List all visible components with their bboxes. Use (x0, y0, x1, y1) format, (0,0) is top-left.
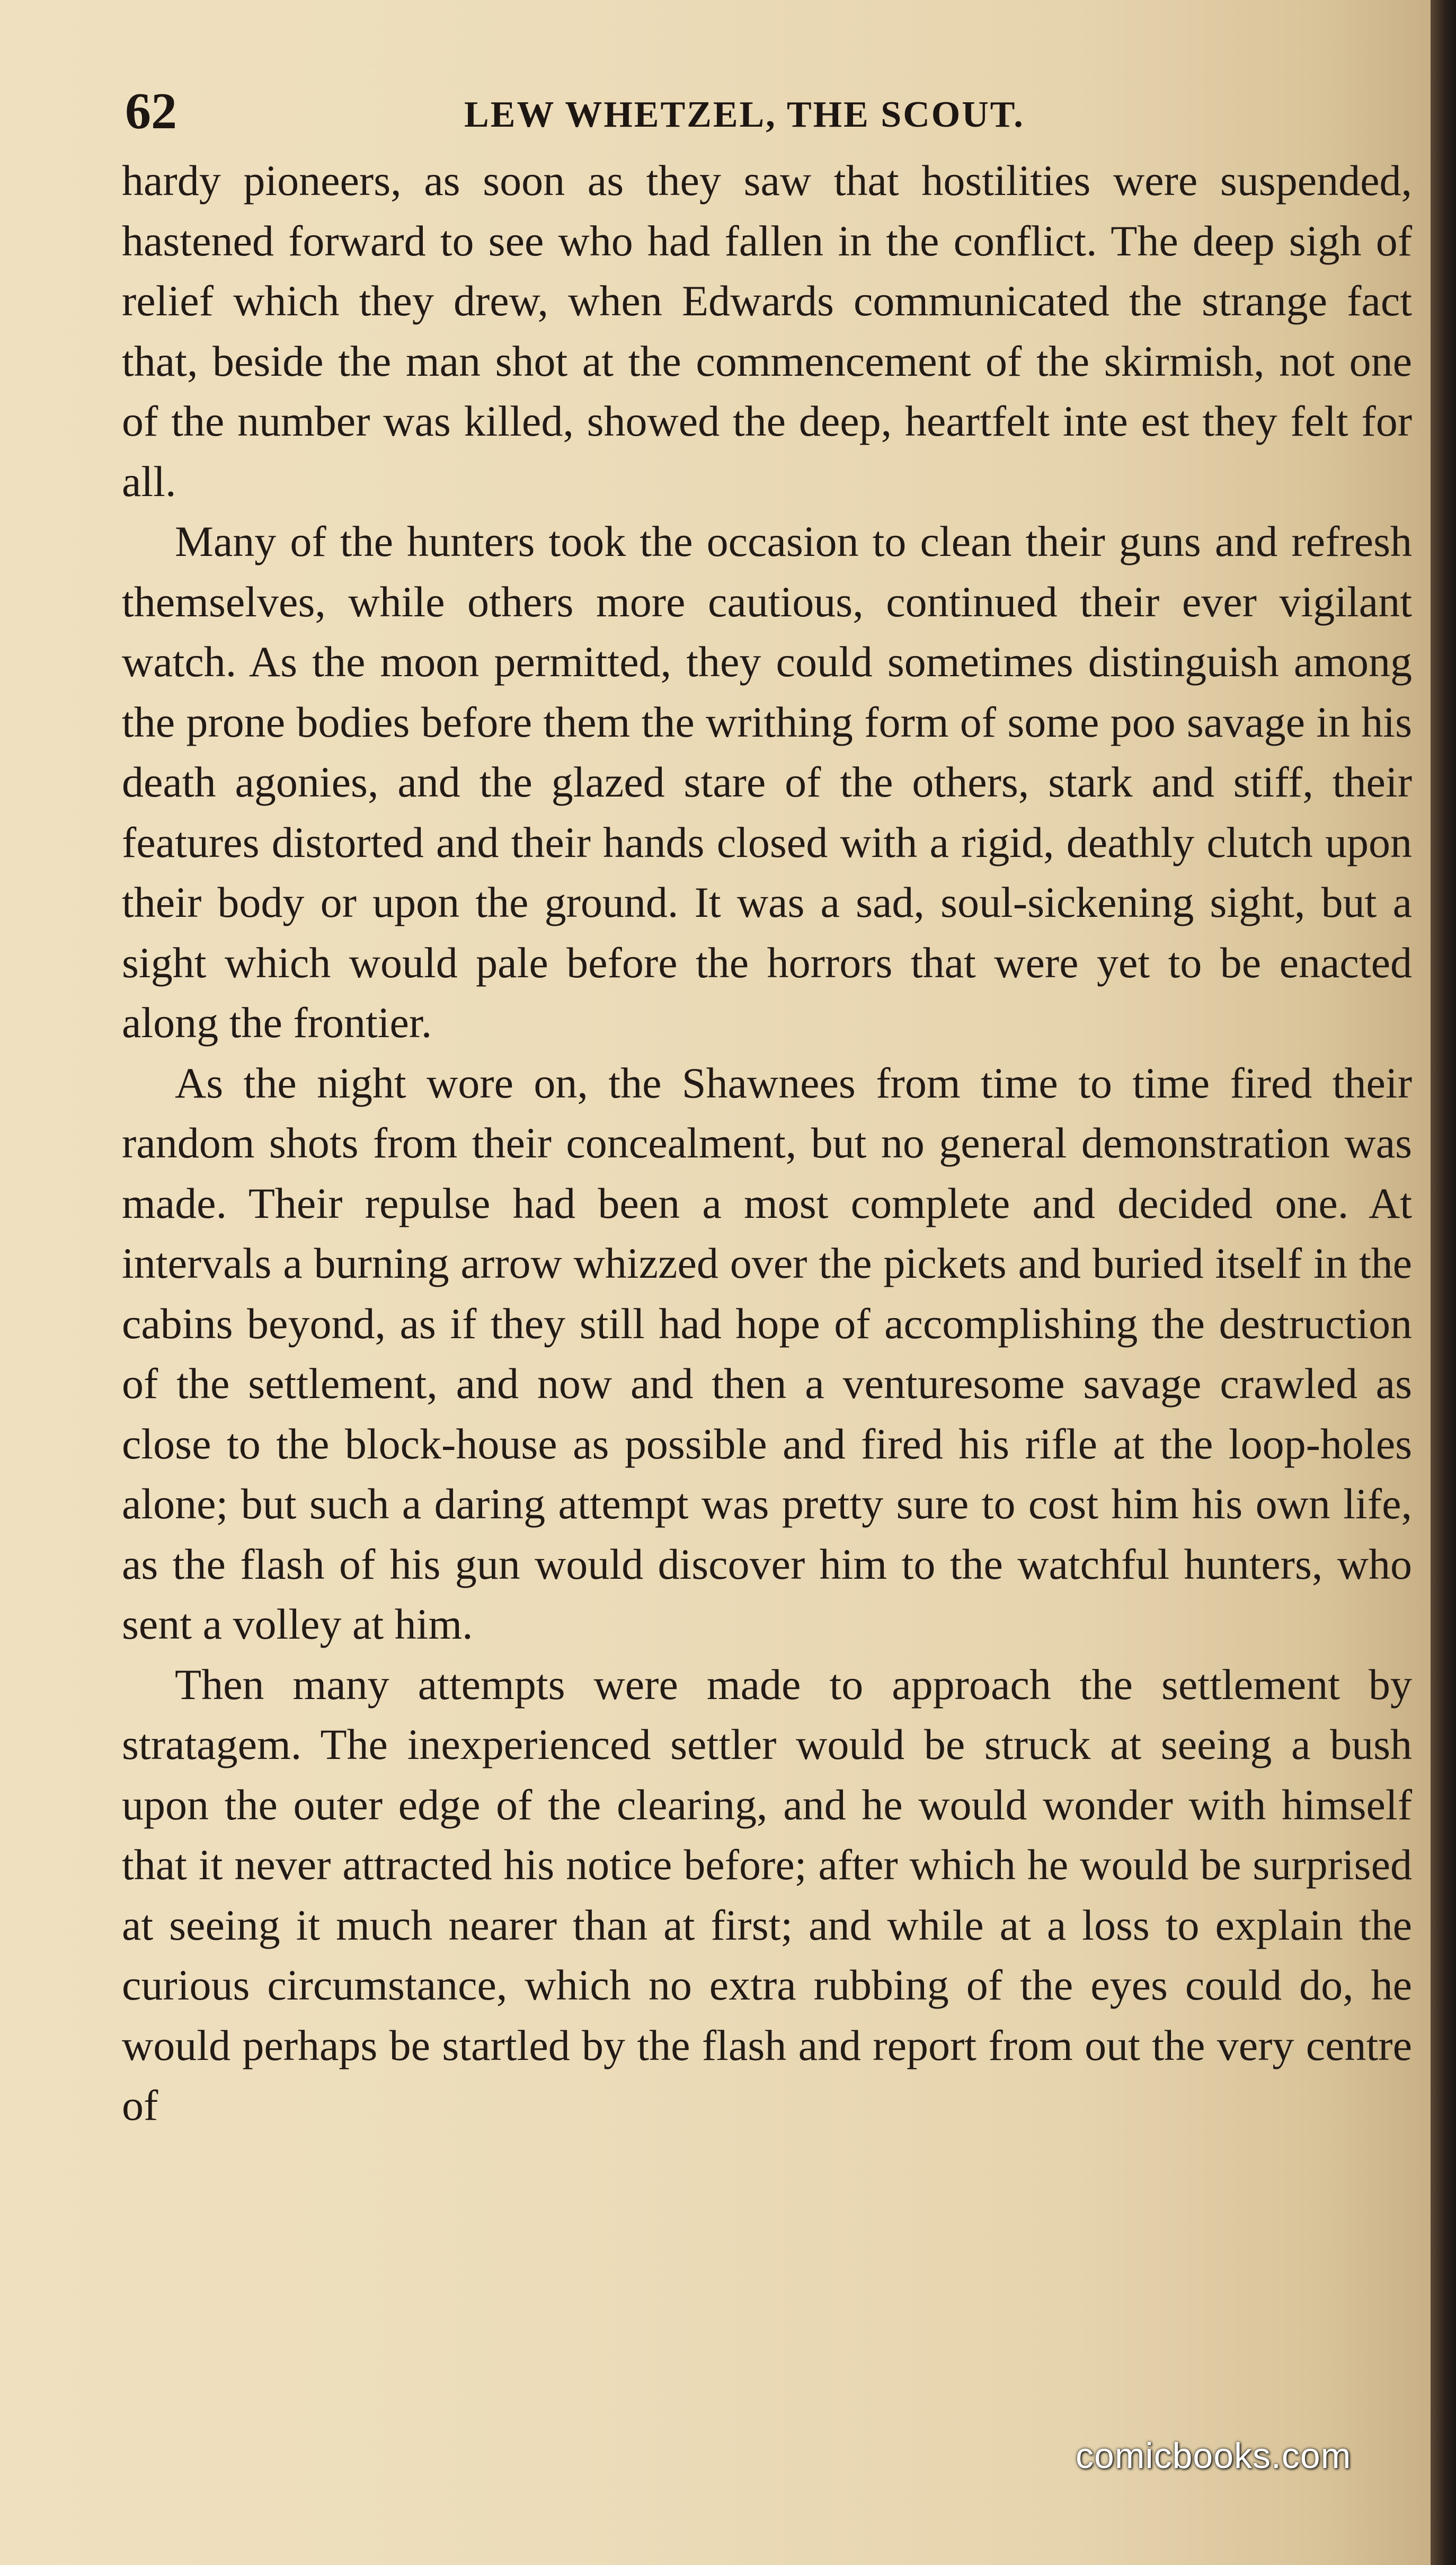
paragraph: Then many attempts were made to approach the settlement by stratagem. The inexperienced settler would be struck at seeing a bush upon the outer edge of the clearing, and he would wonder with himself that it never attracted his notice before; after which he would be surprised at seeing it much nearer than at first; and while at a loss to explain the curious circumstance, which no extra rubbing of the eyes could do, he would perhaps be startled by the flash and report from out the very centre of (122, 1660, 1412, 2129)
paragraph: hardy pioneers, as soon as they saw that hostilities were suspended, hastened forward to see who had fallen in the conflict. The deep sigh of relief which they drew, when Edwards communicated the strange fact that, beside the man shot at the commencement of the skirmish, not one of the number was killed, showed the deep, heartfelt inte est they felt for all. (122, 156, 1412, 506)
paragraph: As the night wore on, the Shawnees from time to time fired their random shots from their concealment, but no general demonstration was made. Their repulse had been a most complete and decided one. At intervals a burning arrow whizzed over the pickets and buried itself in the cabins beyond, as if they still had hope of accomplishing the destruction of the settlement, and now and then a venturesome savage crawled as close to the block-house as possible and fired his rifle at the loop-holes alone; but such a daring attempt was pretty sure to cost him his own life, as the flash of his gun would discover him to the watchful hunters, who sent a volley at him. (122, 1058, 1412, 1648)
watermark: comicbooks.com (1076, 2436, 1352, 2476)
body-text (122, 151, 1412, 2136)
page-header (125, 79, 1418, 154)
running-head: LEW WHETZEL, THE SCOUT. (464, 94, 1025, 135)
paragraph: Many of the hunters took the occasion to clean their guns and refresh themselves, while others more cautious, continued their ever vigilant watch. As the moon permitted, they could sometimes distinguish among the prone bodies before them the writhing form of some poo savage in his death agonies, and the glazed stare of the others, stark and stiff, their features distorted and their hands closed with a rigid, deathly clutch upon their body or upon the ground. It was a sad, soul-sickening sight, but a sight which would pale before the horrors that were yet to be enacted along the frontier. (122, 517, 1412, 1047)
page-number: 62 (125, 83, 177, 140)
book-spine-shadow (1431, 0, 1456, 2565)
